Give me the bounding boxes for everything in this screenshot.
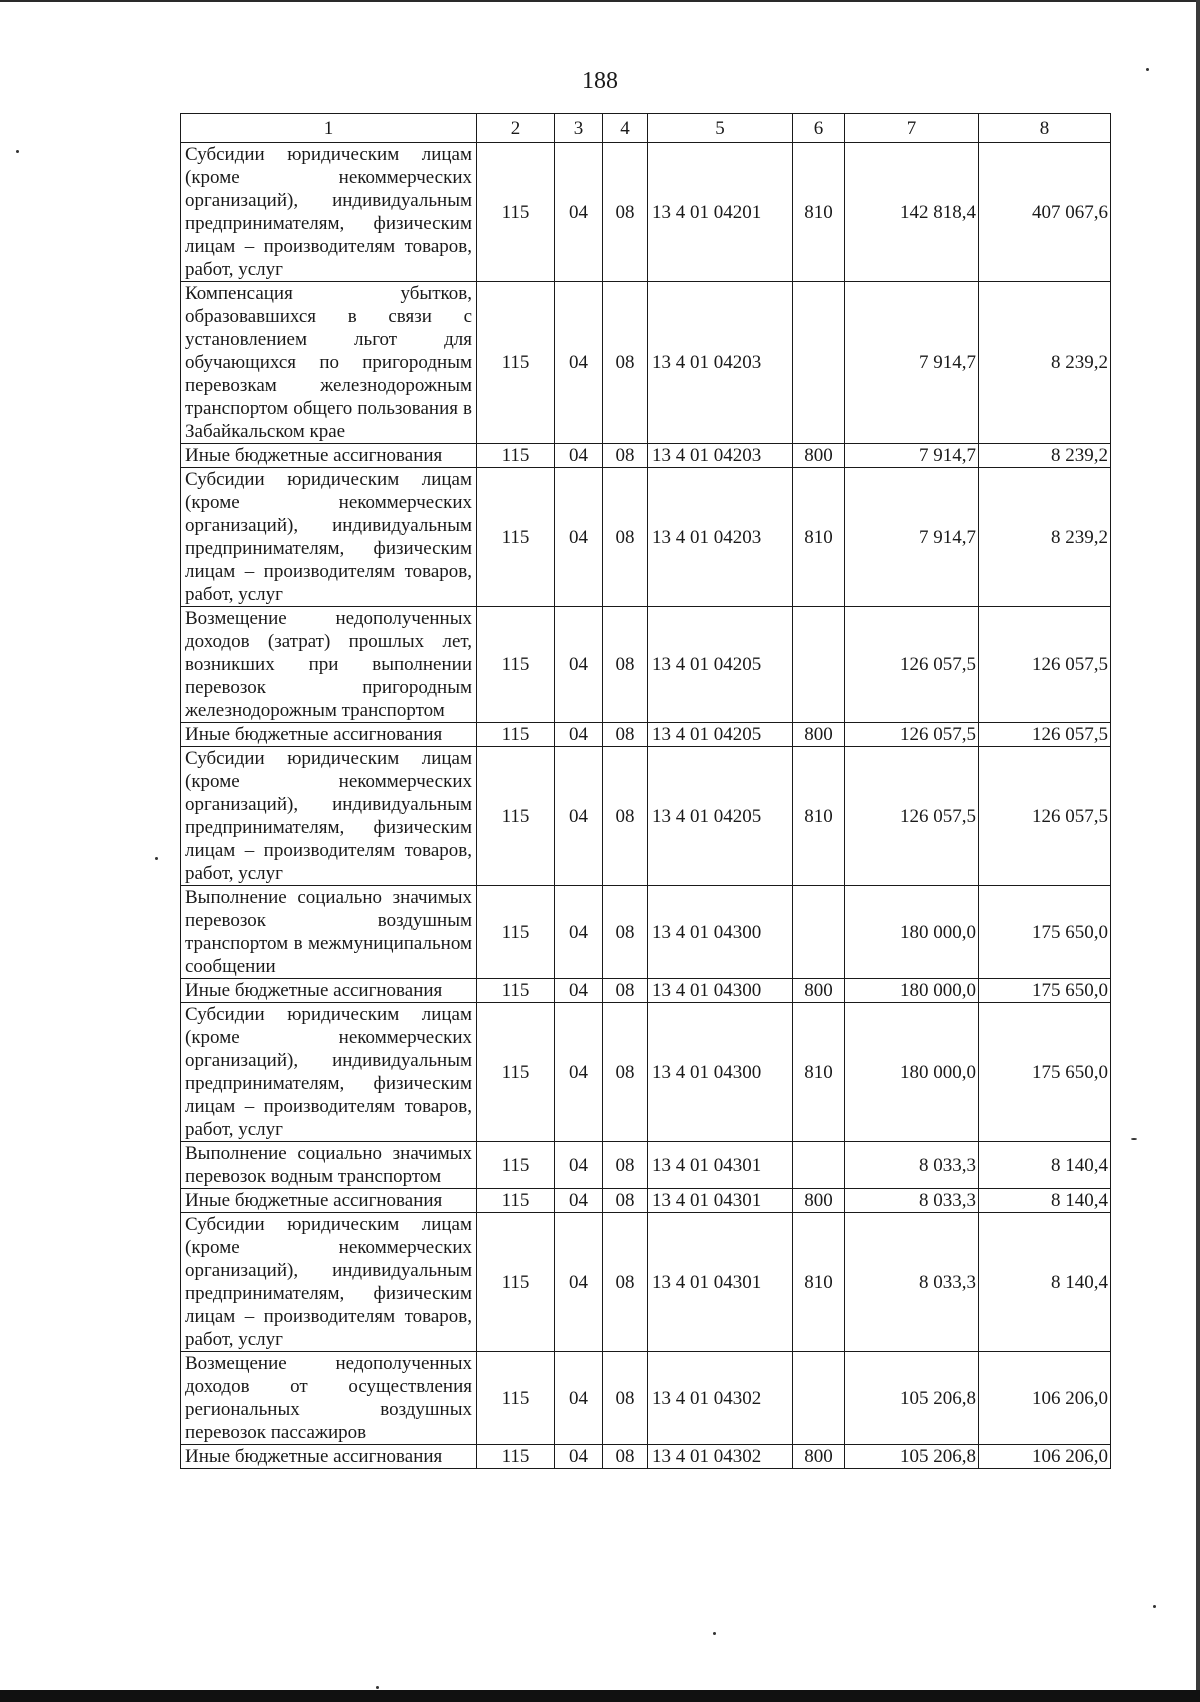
row-name-cell: Иные бюджетные ассигнования [181,1445,477,1469]
column-header: 3 [555,114,603,143]
table-row [181,1352,1111,1445]
amount-year2-cell: 8 140,4 [979,1142,1111,1189]
subsection-code-cell: 08 [603,1213,648,1352]
table-row [181,723,1111,747]
budget-table [180,113,1111,1469]
gl-admin-code-cell: 115 [477,143,555,282]
amount-year1-cell: 8 033,3 [845,1189,979,1213]
column-header: 2 [477,114,555,143]
section-code-cell: 04 [555,747,603,886]
table-row [181,747,1111,886]
table-row [181,1189,1111,1213]
amount-year1-cell: 180 000,0 [845,1003,979,1142]
row-name-cell: Возмещение недополученных доходов (затрат) прошлых лет, возникших при выполнении перевозок пригородным железнодорожным транспортом [181,607,477,723]
row-name-cell: Субсидии юридическим лицам (кроме некоммерческих организаций), индивидуальным предпринимателям, физическим лицам – производителям товаров, работ, услуг [181,1213,477,1352]
amount-year2-cell: 126 057,5 [979,723,1111,747]
page-number: 188 [582,68,618,94]
gl-admin-code-cell: 115 [477,1352,555,1445]
amount-year2-cell: 106 206,0 [979,1445,1111,1469]
amount-year2-cell: 126 057,5 [979,747,1111,886]
gl-admin-code-cell: 115 [477,1445,555,1469]
expense-type-cell [793,886,845,979]
gl-admin-code-cell: 115 [477,1189,555,1213]
expense-type-cell: 810 [793,468,845,607]
section-code-cell: 04 [555,979,603,1003]
section-code-cell: 04 [555,1352,603,1445]
amount-year2-cell: 175 650,0 [979,979,1111,1003]
expense-type-cell [793,1352,845,1445]
scan-speck [1146,68,1149,71]
subsection-code-cell: 08 [603,282,648,444]
amount-year1-cell: 105 206,8 [845,1445,979,1469]
row-name-cell: Возмещение недополученных доходов от осуществления региональных воздушных перевозок пассажиров [181,1352,477,1445]
section-code-cell: 04 [555,282,603,444]
row-name-cell: Выполнение социально значимых перевозок водным транспортом [181,1142,477,1189]
target-article-cell: 13 4 01 04300 [648,1003,793,1142]
table-row [181,282,1111,444]
subsection-code-cell: 08 [603,747,648,886]
amount-year1-cell: 8 033,3 [845,1142,979,1189]
target-article-cell: 13 4 01 04300 [648,886,793,979]
row-name-cell: Субсидии юридическим лицам (кроме некоммерческих организаций), индивидуальным предпринимателям, физическим лицам – производителям товаров, работ, услуг [181,143,477,282]
section-code-cell: 04 [555,1189,603,1213]
column-header: 4 [603,114,648,143]
table-row [181,1445,1111,1469]
row-name-cell: Выполнение социально значимых перевозок воздушным транспортом в межмуниципальном сообщении [181,886,477,979]
column-header: 1 [181,114,477,143]
expense-type-cell [793,1142,845,1189]
row-name-cell: Компенсация убытков, образовавшихся в связи с установлением льгот для обучающихся по пригородным перевозкам железнодорожным транспортом общего пользования в Забайкальском крае [181,282,477,444]
expense-type-cell: 810 [793,1003,845,1142]
amount-year2-cell: 8 239,2 [979,282,1111,444]
target-article-cell: 13 4 01 04302 [648,1352,793,1445]
scan-edge-bottom [0,1690,1200,1702]
amount-year1-cell: 7 914,7 [845,282,979,444]
subsection-code-cell: 08 [603,1003,648,1142]
row-name-cell: Иные бюджетные ассигнования [181,979,477,1003]
column-header: 6 [793,114,845,143]
row-name-cell: Иные бюджетные ассигнования [181,723,477,747]
scan-speck [713,1632,716,1635]
table-row [181,1213,1111,1352]
section-code-cell: 04 [555,143,603,282]
amount-year1-cell: 180 000,0 [845,886,979,979]
amount-year1-cell: 180 000,0 [845,979,979,1003]
amount-year1-cell: 8 033,3 [845,1213,979,1352]
amount-year1-cell: 126 057,5 [845,747,979,886]
column-header: 7 [845,114,979,143]
subsection-code-cell: 08 [603,979,648,1003]
scan-speck [155,857,158,860]
subsection-code-cell: 08 [603,143,648,282]
amount-year1-cell: 7 914,7 [845,468,979,607]
amount-year1-cell: 142 818,4 [845,143,979,282]
target-article-cell: 13 4 01 04205 [648,747,793,886]
section-code-cell: 04 [555,1142,603,1189]
amount-year2-cell: 8 140,4 [979,1189,1111,1213]
gl-admin-code-cell: 115 [477,444,555,468]
column-header: 8 [979,114,1111,143]
expense-type-cell: 800 [793,723,845,747]
expense-type-cell: 800 [793,444,845,468]
table-row [181,607,1111,723]
target-article-cell: 13 4 01 04203 [648,468,793,607]
table-header-row [181,114,1111,143]
target-article-cell: 13 4 01 04205 [648,723,793,747]
expense-type-cell: 800 [793,1189,845,1213]
section-code-cell: 04 [555,444,603,468]
target-article-cell: 13 4 01 04302 [648,1445,793,1469]
expense-type-cell [793,282,845,444]
scan-edge-top [0,0,1200,2]
gl-admin-code-cell: 115 [477,979,555,1003]
expense-type-cell: 800 [793,1445,845,1469]
amount-year1-cell: 126 057,5 [845,607,979,723]
gl-admin-code-cell: 115 [477,1003,555,1142]
table-row [181,143,1111,282]
subsection-code-cell: 08 [603,723,648,747]
target-article-cell: 13 4 01 04301 [648,1142,793,1189]
section-code-cell: 04 [555,1445,603,1469]
expense-type-cell: 810 [793,747,845,886]
amount-year1-cell: 7 914,7 [845,444,979,468]
expense-type-cell: 810 [793,1213,845,1352]
table-row [181,979,1111,1003]
expense-type-cell: 800 [793,979,845,1003]
column-header: 5 [648,114,793,143]
table-row [181,444,1111,468]
scan-speck [1153,1605,1156,1608]
subsection-code-cell: 08 [603,1142,648,1189]
row-name-cell: Субсидии юридическим лицам (кроме некоммерческих организаций), индивидуальным предпринимателям, физическим лицам – производителям товаров, работ, услуг [181,747,477,886]
subsection-code-cell: 08 [603,886,648,979]
gl-admin-code-cell: 115 [477,468,555,607]
section-code-cell: 04 [555,468,603,607]
table-row [181,1142,1111,1189]
target-article-cell: 13 4 01 04300 [648,979,793,1003]
subsection-code-cell: 08 [603,607,648,723]
expense-type-cell [793,607,845,723]
target-article-cell: 13 4 01 04203 [648,282,793,444]
amount-year2-cell: 106 206,0 [979,1352,1111,1445]
target-article-cell: 13 4 01 04203 [648,444,793,468]
table-row [181,886,1111,979]
row-name-cell: Иные бюджетные ассигнования [181,444,477,468]
scan-edge-right [1196,0,1200,1702]
section-code-cell: 04 [555,886,603,979]
row-name-cell: Субсидии юридическим лицам (кроме некоммерческих организаций), индивидуальным предпринимателям, физическим лицам – производителям товаров, работ, услуг [181,468,477,607]
section-code-cell: 04 [555,607,603,723]
subsection-code-cell: 08 [603,1445,648,1469]
expense-type-cell: 810 [793,143,845,282]
amount-year2-cell: 175 650,0 [979,886,1111,979]
gl-admin-code-cell: 115 [477,886,555,979]
amount-year2-cell: 407 067,6 [979,143,1111,282]
table-row [181,1003,1111,1142]
target-article-cell: 13 4 01 04301 [648,1189,793,1213]
target-article-cell: 13 4 01 04301 [648,1213,793,1352]
amount-year2-cell: 175 650,0 [979,1003,1111,1142]
table-row [181,468,1111,607]
scan-speck [376,1686,379,1689]
amount-year2-cell: 8 239,2 [979,444,1111,468]
gl-admin-code-cell: 115 [477,723,555,747]
gl-admin-code-cell: 115 [477,1142,555,1189]
row-name-cell: Иные бюджетные ассигнования [181,1189,477,1213]
amount-year2-cell: 126 057,5 [979,607,1111,723]
gl-admin-code-cell: 115 [477,747,555,886]
target-article-cell: 13 4 01 04205 [648,607,793,723]
gl-admin-code-cell: 115 [477,282,555,444]
amount-year2-cell: 8 239,2 [979,468,1111,607]
subsection-code-cell: 08 [603,444,648,468]
target-article-cell: 13 4 01 04201 [648,143,793,282]
amount-year1-cell: 105 206,8 [845,1352,979,1445]
subsection-code-cell: 08 [603,1352,648,1445]
amount-year1-cell: 126 057,5 [845,723,979,747]
section-code-cell: 04 [555,1213,603,1352]
scan-speck [1131,1138,1137,1140]
row-name-cell: Субсидии юридическим лицам (кроме некоммерческих организаций), индивидуальным предпринимателям, физическим лицам – производителям товаров, работ, услуг [181,1003,477,1142]
subsection-code-cell: 08 [603,468,648,607]
scan-speck [16,150,19,153]
section-code-cell: 04 [555,1003,603,1142]
gl-admin-code-cell: 115 [477,607,555,723]
section-code-cell: 04 [555,723,603,747]
subsection-code-cell: 08 [603,1189,648,1213]
amount-year2-cell: 8 140,4 [979,1213,1111,1352]
gl-admin-code-cell: 115 [477,1213,555,1352]
